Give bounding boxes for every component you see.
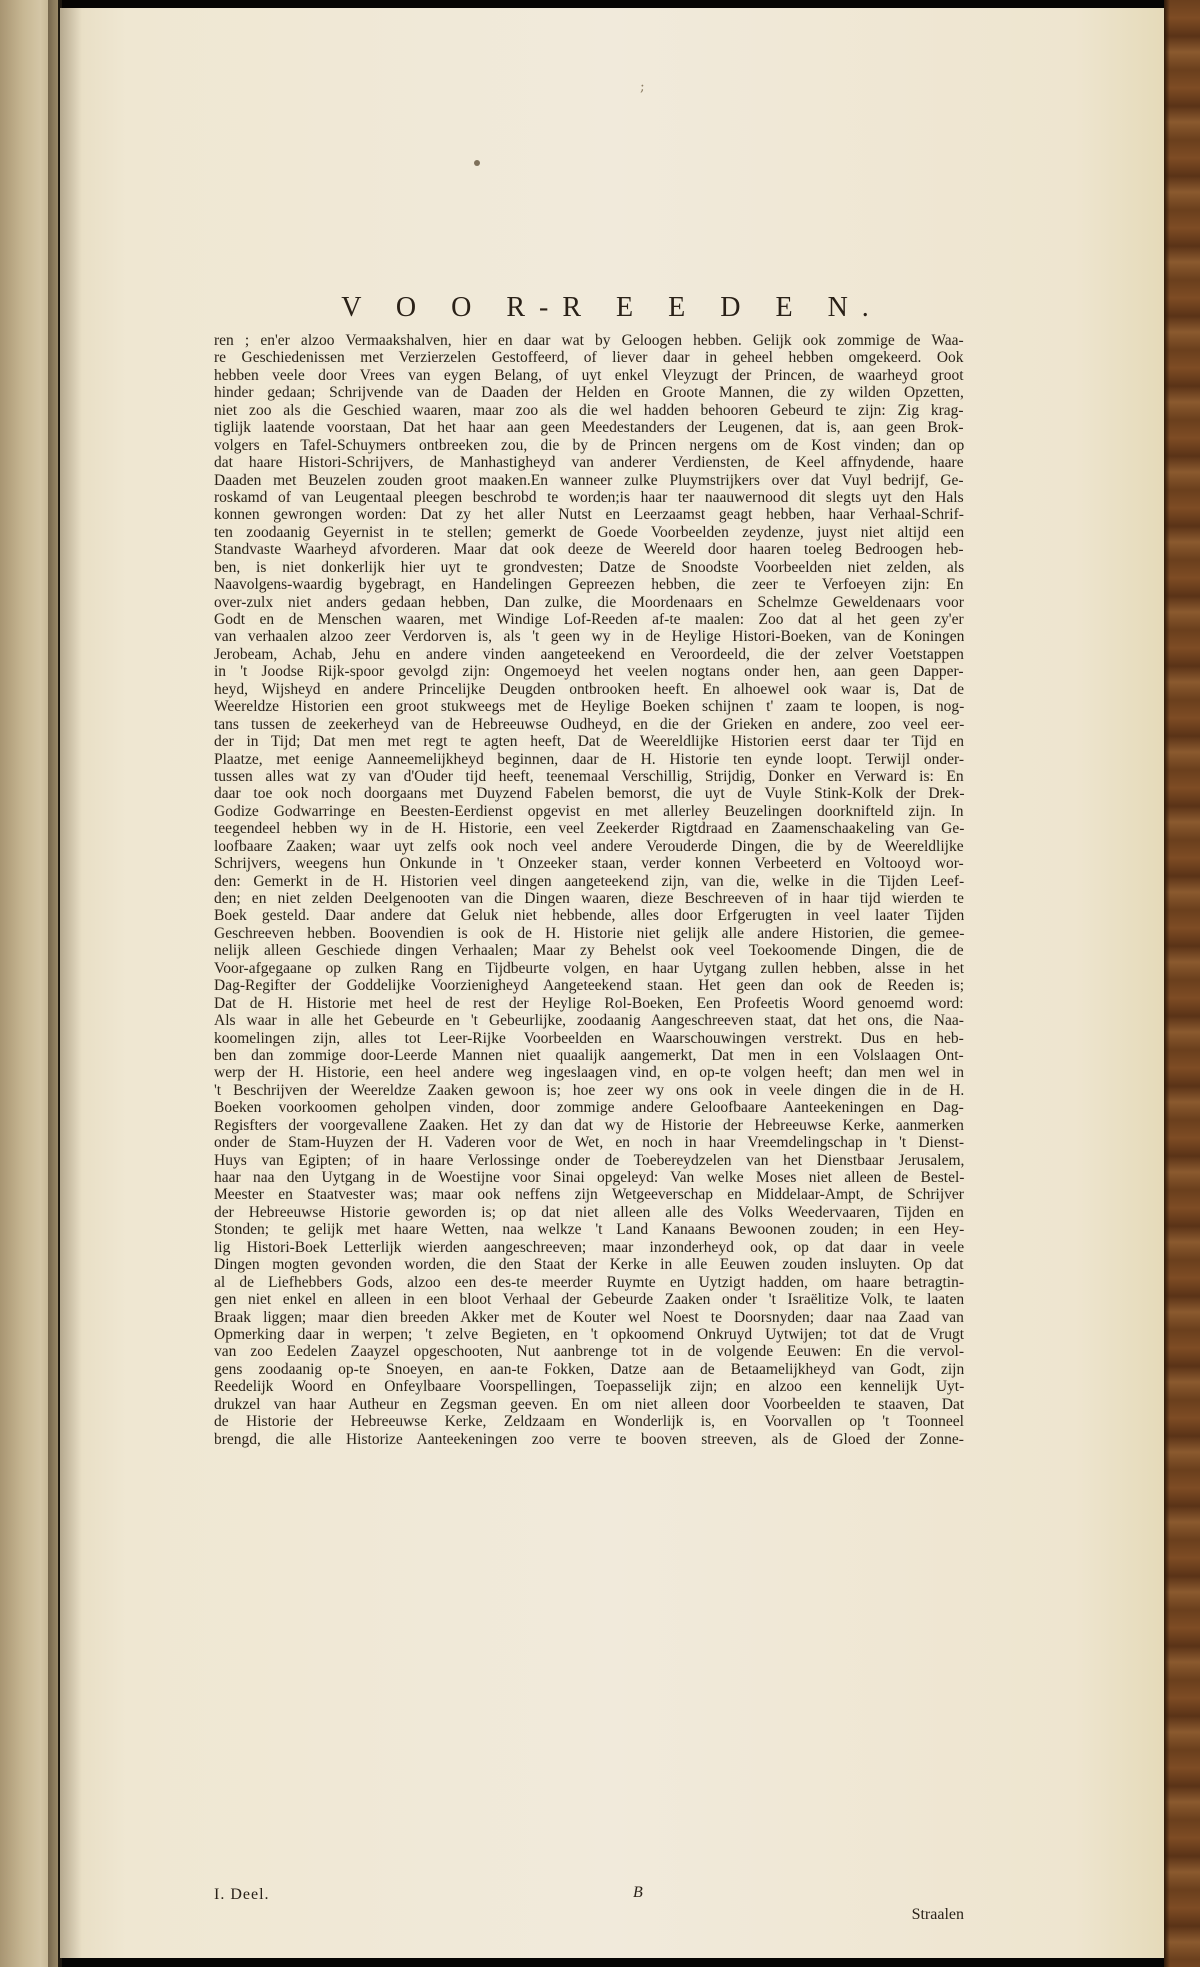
text-line: roskamd of van Leugentaal pleegen beschrobd te worden;is haar ter naauwernood dit slegts uyt den Hals bbox=[214, 488, 964, 506]
text-line: Als waar in alle het Gebeurde en 't Gebeurlijke, zoodaanig Aangeschreeven staat, dat het ons, die Naa- bbox=[214, 1012, 964, 1030]
text-line: Opmerking daar in werpen; 't zelve Begieten, en 't opkoomend Onkruyd Uytwijen; tot dat de Vrugt bbox=[214, 1325, 964, 1343]
text-line: nelijk alleen Geschiede dingen Verhaalen; Maar zy Behelst ook veel Toekoomende Dingen, die de bbox=[214, 942, 964, 960]
signature-mark: B bbox=[633, 1884, 643, 1901]
text-line: werp der H. Historie, een heel andere weg ingeslaagen vind, en op-te volgen heeft; dan men wel in bbox=[214, 1064, 964, 1082]
text-line: Naavolgens-waardig bygebragt, en Handelingen Gepreezen hebben, die zeer te Verfoeyen zijn: En bbox=[214, 576, 964, 594]
text-line: tiglijk laatende voorstaan, Dat het haar aan geen Meedestanders der Leugenen, dat is, aan geen Brok- bbox=[214, 419, 964, 437]
ink-mark: ; bbox=[640, 79, 645, 95]
ink-dot bbox=[474, 160, 480, 166]
text-line: al de Liefhebbers Gods, alzoo een des-te meerder Ruymte en Uytzigt hadden, om haare betragtin- bbox=[214, 1273, 964, 1291]
text-line: ben dan zommige door-Leerde Mannen niet quaalijk aangemerkt, Dat men in een Volslaagen Ont- bbox=[214, 1046, 964, 1064]
text-line: ben, is niet donkerlijk hier uyt te grondvesten; Datze de Snoodste Voorbeelden niet zelden, als bbox=[214, 558, 964, 576]
text-line: den: Gemerkt in de H. Historien veel dingen aangeteekend zijn, van die, welke in die Tijden Leef- bbox=[214, 872, 964, 890]
text-line: hinder gedaan; Schrijvende van de Daaden der Helden en Groote Mannen, die zy wilden Opzetten, bbox=[214, 384, 964, 402]
text-line: Voor-afgegaane op zulken Rang en Tijdbeurte volgen, en haar Uytgang zullen hebben, alsse in het bbox=[214, 959, 964, 977]
text-line: over-zulx niet anders gedaan hebben, Dan zulke, die Moordenaars en Schelmze Geweldenaars voor bbox=[214, 593, 964, 611]
text-line: brengd, die alle Historize Aanteekeningen zoo verre te booven streeven, als de Gloed der Zonne- bbox=[214, 1430, 964, 1448]
body-text bbox=[214, 332, 964, 1448]
text-line: daar toe ook noch doorgaans met Duyzend Fabelen bemorst, die uyt de Vuyle Stink-Kolk der Drek- bbox=[214, 785, 964, 803]
text-line: tans tussen de zeekerheyd van de Hebreeuwse Oudheyd, en die der Grieken en andere, zoo veel eer- bbox=[214, 715, 964, 733]
text-line: re Geschiedenissen met Verzierzelen Gestoffeerd, of liever daar in geheel hebben omgekeerd. Ook bbox=[214, 349, 964, 367]
book-page bbox=[60, 8, 1164, 1958]
text-line: Braak liggen; maar dien breeden Akker met de Kouter wel Noest te Doorsnyden; daar naa Zaad van bbox=[214, 1308, 964, 1326]
text-line: Reedelijk Woord en Onfeylbaare Voorspellingen, Toepasselijk zijn; en alzoo een kennelijk Uyt- bbox=[214, 1378, 964, 1396]
text-line: ren ; en'er alzoo Vermaakshalven, hier en daar wat by Geloogen hebben. Gelijk ook zommige de Waa- bbox=[214, 332, 964, 349]
text-line: konnen gewrongen worden: Dat zy het aller Nutst en Leerzaamst geagt hebben, haar Verhaal-Schrif- bbox=[214, 506, 964, 524]
text-line: Jerobeam, Achab, Jehu en andere vinden aangeteekend en Veroordeeld, die der zelver Voetstappen bbox=[214, 645, 964, 663]
text-line: onder de Stam-Huyzen der H. Vaderen voor de Wet, en noch in haar Vreemdelingschap in 't Dienst- bbox=[214, 1134, 964, 1152]
text-line: tussen alles wat zy van d'Ouder tijd heeft, teenemaal Verschillig, Strijdig, Donker en Verward is: En bbox=[214, 767, 964, 785]
text-line: Plaatze, met eenige Aanneemelijkheyd beginnen, daar de H. Historie ten eynde loopt. Terwijl onder- bbox=[214, 750, 964, 768]
text-line: Dingen mogten gevonden worden, die den Staat der Kerke in alle Eeuwen zouden insluyten. Op dat bbox=[214, 1256, 964, 1274]
text-line: Huys van Egipten; of in haare Verlossinge onder de Toebereydzelen van het Dienstbaar Jerusalem, bbox=[214, 1151, 964, 1169]
text-line: haar naa den Uytgang in de Woestijne voor Sinai opgeleyd: Van welke Moses niet alleen de Bestel- bbox=[214, 1169, 964, 1186]
text-line: hebben veele door Vrees van eygen Belang, of uyt enkel Vleyzugt der Princen, de waarheyd groot bbox=[214, 366, 964, 384]
text-line: Regisfters der voorgevallene Zaaken. Het zy dan dat wy de Historie der Hebreeuwse Kerke, aanmerken bbox=[214, 1116, 964, 1134]
text-line: gen niet enkel en alleen in een bloot Verhaal der Gebeurde Zaaken onder 't Israëlitize Volk, te laaten bbox=[214, 1291, 964, 1309]
text-line: Daaden met Beuzelen zouden groot maaken.En wanneer zulke Pluymstrijkers over dat Vuyl bedrijf, Ge- bbox=[214, 471, 964, 489]
text-line: Dat de H. Historie met heel de rest der Heylige Rol-Boeken, Een Profeetis Woord genoemd word: bbox=[214, 994, 964, 1012]
text-line: koomelingen zijn, alles tot Leer-Rijke Voorbeelden en Waarschouwingen verstrekt. Dus en heb- bbox=[214, 1029, 964, 1047]
text-line: Godt en de Menschen waaren, met Windige Lof-Reeden af-te maalen: Zoo dat al het geen zy'er bbox=[214, 611, 964, 628]
text-line: Schrijvers, weegens hun Onkunde in 't Onzeeker staan, verder konnen Verbeeterd en Voltooyd wor- bbox=[214, 855, 964, 873]
text-line: teegendeel hebben wy in de H. Historie, een veel Zeekerder Rigtdraad en Zaamenschaakeling van Ge- bbox=[214, 820, 964, 838]
text-line: der in Tijd; Dat men met regt te agten heeft, Dat de Weereldlijke Historien eerst daar ter Tijd en bbox=[214, 733, 964, 751]
text-line: den; en niet zelden Deelgenooten van die Dingen waaren, dieze Beschreeven of in haar tijd wierden te bbox=[214, 890, 964, 907]
text-line: van verhaalen alzoo zeer Verdorven is, als 't geen wy in de Heylige Histori-Boeken, van de Koningen bbox=[214, 628, 964, 646]
text-line: in 't Joodse Rijk-spoor gevolgd zijn: Ongemoeyd het veelen nogtans onder hen, aan geen Dapper- bbox=[214, 663, 964, 681]
text-line: de Historie der Hebreeuwse Kerke, Zeldzaam en Wonderlijk is, en Voorvallen op 't Toonneel bbox=[214, 1413, 964, 1431]
text-line: Boek gesteld. Daar andere dat Geluk niet hebbende, alles door Erfgerugten in veel laater Tijden bbox=[214, 907, 964, 925]
volume-label: I. Deel. bbox=[214, 1886, 270, 1903]
text-line: drukzel van haar Autheur en Zegsman geeven. En om niet alleen door Voorbeelden te staaven, Dat bbox=[214, 1395, 964, 1413]
text-line: heyd, Wijsheyd en andere Princelijke Deugden ontbrooken heeft. En alhoewel ook waar is, Dat de bbox=[214, 680, 964, 698]
book-cover-edge bbox=[1164, 0, 1200, 1967]
text-line: dat haare Histori-Schrijvers, de Manhastigheyd van anderer Verdiensten, de Keel affnydende, haare bbox=[214, 454, 964, 472]
text-line: Weereldze Historien een groot stukweegs met de Heylige Boeken schijnen t' zaam te loopen, is nog- bbox=[214, 698, 964, 716]
text-line: niet zoo als die Geschied waaren, maar zoo als die wel hadden behooren Gebeurd te zijn: Zig krag- bbox=[214, 401, 964, 419]
text-line: Stonden; te gelijk met haare Wetten, naa welkze 't Land Kanaans Bewoonen zouden; in een Hey- bbox=[214, 1221, 964, 1239]
text-line: van zoo Eedelen Zaayzel opgeschooten, Nut aanbrenge tot in de volgende Eeuwen: En die vervol- bbox=[214, 1343, 964, 1361]
text-line: Boeken voorkoomen geholpen vinden, door zommige andere Geloofbaare Aanteekeningen en Dag- bbox=[214, 1099, 964, 1117]
page-heading: V O O R-R E E D E N. bbox=[341, 292, 883, 323]
text-line: lig Histori-Boek Letterlijk wierden aangeschreeven; maar inzonderheyd ook, op dat daar in veele bbox=[214, 1238, 964, 1256]
text-line: volgers en Tafel-Schuymers ontbreeken zou, die by de Princen nergens om de Kost vinden; dan op bbox=[214, 436, 964, 454]
text-line: Dag-Regifter der Goddelijke Voorzienigheyd Aangeteekend staan. Het geen dan ook de Reeden is; bbox=[214, 977, 964, 995]
text-line: 't Beschrijven der Weereldze Zaaken gewoon is; hoe zeer wy ons ook in veele dingen die in de H. bbox=[214, 1081, 964, 1099]
text-line: Geschreeven hebben. Boovendien is ook de H. Historie niet gelijk alle andere Historien, die gemee- bbox=[214, 924, 964, 942]
text-line: gens zoodaanig op-te Snoeyen, en aan-te Fokken, Datze aan de Betaamelijkheyd van Godt, zijn bbox=[214, 1360, 964, 1378]
text-line: Standvaste Waarheyd afvorderen. Maar dat ook deeze de Weereld door haaren toeleg Bedroogen heb- bbox=[214, 541, 964, 559]
catchword: Straalen bbox=[911, 1906, 964, 1923]
text-line: Meester en Staatvester was; maar ook neffens zijn Wetgeeverschap en Middelaar-Ampt, de Schrijver bbox=[214, 1186, 964, 1204]
text-line: Godize Godwarringe en Beesten-Eerdienst opgevist en met allerley Beuzelingen doorknifteld zijn. In bbox=[214, 802, 964, 820]
text-line: loofbaare Zaaken; waar uyt zelfs ook noch veel andere Verouderde Dingen, die by de Weereldlijke bbox=[214, 837, 964, 855]
text-line: der Hebreeuwse Historie geworden is; op dat niet alleen alle des Volks Weedervaaren, Tijden en bbox=[214, 1203, 964, 1221]
text-line: ten zoodaanig Geyernist in te stellen; gemerkt de Goede Voorbeelden zeydenze, juyst niet altijd een bbox=[214, 523, 964, 541]
